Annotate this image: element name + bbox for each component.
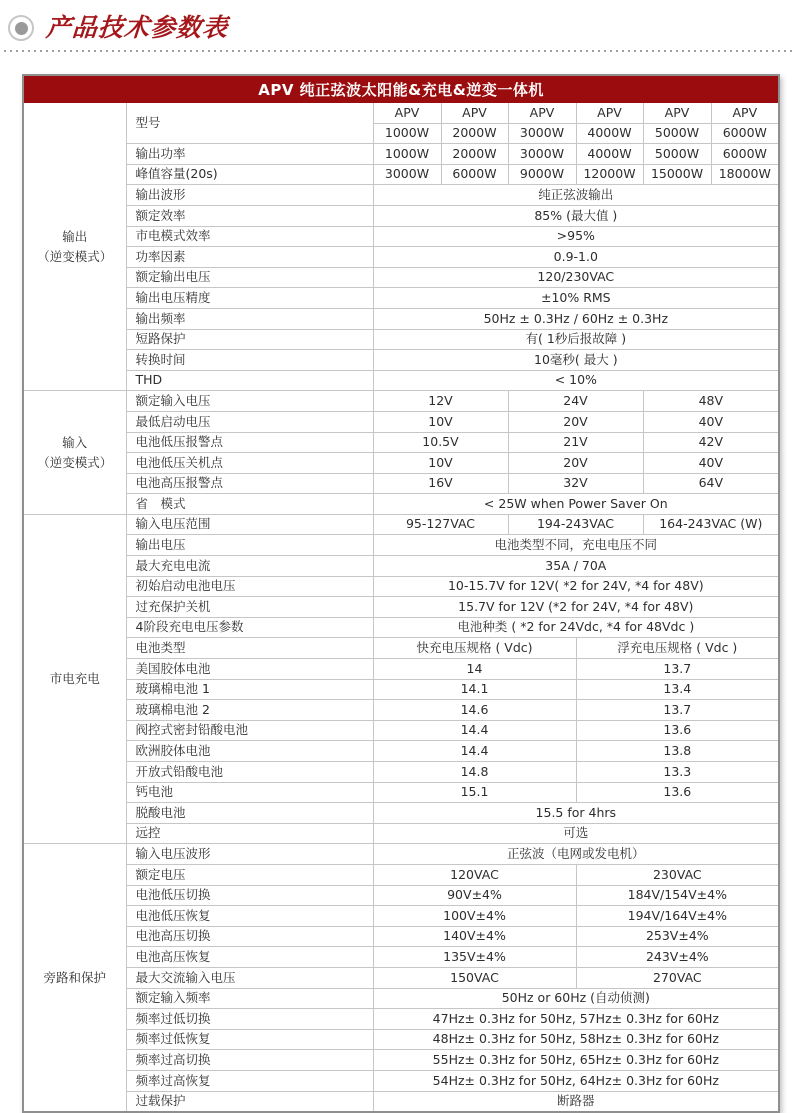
value-cell: 纯正弦波输出	[373, 185, 779, 206]
section-category-cell	[23, 391, 126, 515]
value-cell: 32V	[508, 473, 643, 494]
value-cell: 120VAC	[373, 864, 576, 885]
param-label-cell: 欧洲胶体电池	[126, 741, 373, 762]
spec-row	[23, 967, 779, 988]
param-label-cell: 过充保护关机	[126, 597, 373, 618]
spec-row	[23, 803, 779, 824]
spec-row	[23, 597, 779, 618]
spec-row	[23, 370, 779, 391]
param-label-cell: 额定电压	[126, 864, 373, 885]
value-cell: 15.5 for 4hrs	[373, 803, 779, 824]
spec-row	[23, 700, 779, 721]
table-title: APV 纯正弦波太阳能&充电&逆变一体机	[23, 75, 779, 103]
value-cell: 64V	[643, 473, 779, 494]
param-label-cell: 功率因素	[126, 247, 373, 268]
param-label-cell: 美国胶体电池	[126, 659, 373, 680]
value-cell: 10毫秒( 最大 )	[373, 350, 779, 371]
value-cell: 9000W	[508, 164, 576, 185]
param-label-cell: 频率过高恢复	[126, 1070, 373, 1091]
spec-row	[23, 1009, 779, 1030]
param-label-cell: 市电模式效率	[126, 226, 373, 247]
value-cell: 35A / 70A	[373, 556, 779, 577]
param-label-cell: 钙电池	[126, 782, 373, 803]
spec-row	[23, 906, 779, 927]
value-cell: 6000W	[441, 164, 508, 185]
page-title: 产品技术参数表	[45, 13, 230, 42]
spec-row	[23, 164, 779, 185]
param-label-cell: 转换时间	[126, 350, 373, 371]
param-label-cell: 过载保护	[126, 1091, 373, 1112]
param-label-cell: 远控	[126, 823, 373, 844]
value-cell: 120/230VAC	[373, 267, 779, 288]
param-label-cell: 最大充电电流	[126, 556, 373, 577]
value-cell: 正弦波（电网或发电机）	[373, 844, 779, 865]
value-cell: 快充电压规格 ( Vdc)	[373, 638, 576, 659]
param-label-cell: 额定效率	[126, 205, 373, 226]
param-label-cell: 4阶段充电电压参数	[126, 617, 373, 638]
spec-row	[23, 329, 779, 350]
spec-row	[23, 762, 779, 783]
value-cell: 6000W	[711, 144, 779, 165]
value-cell: 2000W	[441, 144, 508, 165]
value-cell: 电池种类 ( *2 for 24Vdc, *4 for 48Vdc )	[373, 617, 779, 638]
value-cell: 14.1	[373, 679, 576, 700]
value-cell: 14.8	[373, 762, 576, 783]
value-cell: 14.6	[373, 700, 576, 721]
value-cell: 2000W	[441, 123, 508, 144]
value-cell: 断路器	[373, 1091, 779, 1112]
param-label-cell: 频率过高切换	[126, 1050, 373, 1071]
value-cell: 20V	[508, 453, 643, 474]
section-category-line: 输出	[62, 229, 88, 245]
param-label-cell: 电池低压关机点	[126, 453, 373, 474]
value-cell: 10-15.7V for 12V( *2 for 24V, *4 for 48V)	[373, 576, 779, 597]
value-cell: 21V	[508, 432, 643, 453]
param-label-cell: 开放式铅酸电池	[126, 762, 373, 783]
value-cell: 100V±4%	[373, 906, 576, 927]
spec-row	[23, 988, 779, 1009]
value-cell: 13.7	[576, 700, 779, 721]
bullet-circle-icon	[8, 15, 34, 41]
section-category-line: 市电充电	[49, 671, 100, 687]
value-cell: 42V	[643, 432, 779, 453]
param-label-cell: 输出波形	[126, 185, 373, 206]
value-cell: 可选	[373, 823, 779, 844]
section-category-line: （逆变模式）	[37, 454, 113, 470]
spec-row	[23, 720, 779, 741]
value-cell: 230VAC	[576, 864, 779, 885]
spec-row	[23, 432, 779, 453]
param-label-cell: 玻璃棉电池 1	[126, 679, 373, 700]
param-label-cell: 峰值容量(20s)	[126, 164, 373, 185]
spec-row	[23, 617, 779, 638]
param-label-cell: 电池高压切换	[126, 926, 373, 947]
value-cell: 14.4	[373, 741, 576, 762]
spec-row	[23, 288, 779, 309]
spec-row	[23, 350, 779, 371]
spec-row	[23, 679, 779, 700]
value-cell: 15.7V for 12V (*2 for 24V, *4 for 48V)	[373, 597, 779, 618]
param-label-cell: 输出电压	[126, 535, 373, 556]
value-cell: 4000W	[576, 144, 643, 165]
param-label-cell: 输出电压精度	[126, 288, 373, 309]
value-cell: 12V	[373, 391, 508, 412]
param-label-cell: 频率过低切换	[126, 1009, 373, 1030]
param-label-cell: 电池高压恢复	[126, 947, 373, 968]
param-label-cell: 输出频率	[126, 308, 373, 329]
spec-row	[23, 205, 779, 226]
param-label-cell: 电池低压切换	[126, 885, 373, 906]
spec-row	[23, 844, 779, 865]
value-cell: 5000W	[643, 123, 711, 144]
value-cell: 4000W	[576, 123, 643, 144]
spec-row	[23, 453, 779, 474]
spec-row	[23, 103, 779, 124]
spec-row	[23, 638, 779, 659]
value-cell: 194V/164V±4%	[576, 906, 779, 927]
value-cell: < 25W when Power Saver On	[373, 494, 779, 515]
value-cell: 48Hz± 0.3Hz for 50Hz, 58Hz± 0.3Hz for 60Hz	[373, 1029, 779, 1050]
dotted-divider	[4, 50, 796, 52]
value-cell: 有( 1秒后报故障 )	[373, 329, 779, 350]
section-category-line: 旁路和保护	[43, 970, 106, 986]
value-cell: 浮充电压规格 ( Vdc )	[576, 638, 779, 659]
param-label-cell: 型号	[126, 103, 373, 144]
value-cell: 184V/154V±4%	[576, 885, 779, 906]
value-cell: 12000W	[576, 164, 643, 185]
value-cell: APV	[508, 103, 576, 124]
param-label-cell: 电池高压报警点	[126, 473, 373, 494]
value-cell: 3000W	[373, 164, 441, 185]
param-label-cell: 最大交流输入电压	[126, 967, 373, 988]
param-label-cell: 输入电压范围	[126, 514, 373, 535]
param-label-cell: 额定输出电压	[126, 267, 373, 288]
section-category-line: 输入	[62, 435, 88, 451]
value-cell: 194-243VAC	[508, 514, 643, 535]
spec-row	[23, 226, 779, 247]
spec-row	[23, 535, 779, 556]
value-cell: APV	[441, 103, 508, 124]
spec-row	[23, 926, 779, 947]
param-label-cell: 玻璃棉电池 2	[126, 700, 373, 721]
bullet-circle-inner	[15, 22, 28, 35]
param-label-cell: 阀控式密封铅酸电池	[126, 720, 373, 741]
spec-row	[23, 947, 779, 968]
value-cell: 95-127VAC	[373, 514, 508, 535]
param-label-cell: 脱酸电池	[126, 803, 373, 824]
spec-row	[23, 308, 779, 329]
value-cell: 18000W	[711, 164, 779, 185]
value-cell: 54Hz± 0.3Hz for 50Hz, 64Hz± 0.3Hz for 60Hz	[373, 1070, 779, 1091]
param-label-cell: 短路保护	[126, 329, 373, 350]
value-cell: >95%	[373, 226, 779, 247]
value-cell: 14.4	[373, 720, 576, 741]
section-category-cell	[23, 103, 126, 391]
spec-table	[22, 74, 780, 1113]
spec-row	[23, 885, 779, 906]
spec-row	[23, 1070, 779, 1091]
spec-row	[23, 782, 779, 803]
value-cell: 164-243VAC (W)	[643, 514, 779, 535]
spec-row	[23, 1029, 779, 1050]
value-cell: APV	[576, 103, 643, 124]
spec-row	[23, 514, 779, 535]
spec-row	[23, 741, 779, 762]
value-cell: 0.9-1.0	[373, 247, 779, 268]
table-header-row	[23, 75, 779, 103]
value-cell: 243V±4%	[576, 947, 779, 968]
value-cell: 13.8	[576, 741, 779, 762]
param-label-cell: 输出功率	[126, 144, 373, 165]
value-cell: 253V±4%	[576, 926, 779, 947]
value-cell: 40V	[643, 411, 779, 432]
param-label-cell: 频率过低恢复	[126, 1029, 373, 1050]
param-label-cell: 输入电压波形	[126, 844, 373, 865]
value-cell: 13.6	[576, 782, 779, 803]
value-cell: 15000W	[643, 164, 711, 185]
value-cell: 14	[373, 659, 576, 680]
param-label-cell: THD	[126, 370, 373, 391]
page-header	[8, 14, 228, 42]
value-cell: 48V	[643, 391, 779, 412]
section-category-cell	[23, 844, 126, 1112]
value-cell: 10.5V	[373, 432, 508, 453]
value-cell: 10V	[373, 411, 508, 432]
value-cell: 24V	[508, 391, 643, 412]
value-cell: 40V	[643, 453, 779, 474]
value-cell: 135V±4%	[373, 947, 576, 968]
param-label-cell: 额定输入电压	[126, 391, 373, 412]
value-cell: 50Hz or 60Hz (自动侦测)	[373, 988, 779, 1009]
spec-row	[23, 391, 779, 412]
value-cell: 90V±4%	[373, 885, 576, 906]
spec-row	[23, 1091, 779, 1112]
value-cell: 50Hz ± 0.3Hz / 60Hz ± 0.3Hz	[373, 308, 779, 329]
param-label-cell: 电池低压报警点	[126, 432, 373, 453]
param-label-cell: 额定输入频率	[126, 988, 373, 1009]
value-cell: < 10%	[373, 370, 779, 391]
value-cell: 6000W	[711, 123, 779, 144]
value-cell: APV	[711, 103, 779, 124]
spec-table-body	[23, 103, 779, 1113]
section-category-line: （逆变模式）	[37, 248, 113, 264]
spec-row	[23, 144, 779, 165]
spec-row	[23, 823, 779, 844]
spec-row	[23, 185, 779, 206]
value-cell: 3000W	[508, 144, 576, 165]
value-cell: 10V	[373, 453, 508, 474]
spec-row	[23, 556, 779, 577]
value-cell: APV	[643, 103, 711, 124]
value-cell: 16V	[373, 473, 508, 494]
spec-row	[23, 494, 779, 515]
value-cell: 55Hz± 0.3Hz for 50Hz, 65Hz± 0.3Hz for 60Hz	[373, 1050, 779, 1071]
value-cell: APV	[373, 103, 441, 124]
value-cell: ±10% RMS	[373, 288, 779, 309]
value-cell: 140V±4%	[373, 926, 576, 947]
spec-row	[23, 267, 779, 288]
spec-row	[23, 247, 779, 268]
value-cell: 13.4	[576, 679, 779, 700]
spec-row	[23, 473, 779, 494]
param-label-cell: 电池类型	[126, 638, 373, 659]
spec-row	[23, 1050, 779, 1071]
value-cell: 电池类型不同，充电电压不同	[373, 535, 779, 556]
param-label-cell: 省 模式	[126, 494, 373, 515]
value-cell: 3000W	[508, 123, 576, 144]
spec-row	[23, 659, 779, 680]
param-label-cell: 初始启动电池电压	[126, 576, 373, 597]
value-cell: 13.3	[576, 762, 779, 783]
value-cell: 47Hz± 0.3Hz for 50Hz, 57Hz± 0.3Hz for 60Hz	[373, 1009, 779, 1030]
spec-row	[23, 864, 779, 885]
value-cell: 1000W	[373, 123, 441, 144]
value-cell: 85% (最大值 )	[373, 205, 779, 226]
spec-row	[23, 411, 779, 432]
param-label-cell: 最低启动电压	[126, 411, 373, 432]
value-cell: 13.6	[576, 720, 779, 741]
value-cell: 1000W	[373, 144, 441, 165]
value-cell: 5000W	[643, 144, 711, 165]
param-label-cell: 电池低压恢复	[126, 906, 373, 927]
value-cell: 13.7	[576, 659, 779, 680]
section-category-cell	[23, 514, 126, 844]
spec-row	[23, 576, 779, 597]
value-cell: 20V	[508, 411, 643, 432]
value-cell: 150VAC	[373, 967, 576, 988]
value-cell: 270VAC	[576, 967, 779, 988]
value-cell: 15.1	[373, 782, 576, 803]
